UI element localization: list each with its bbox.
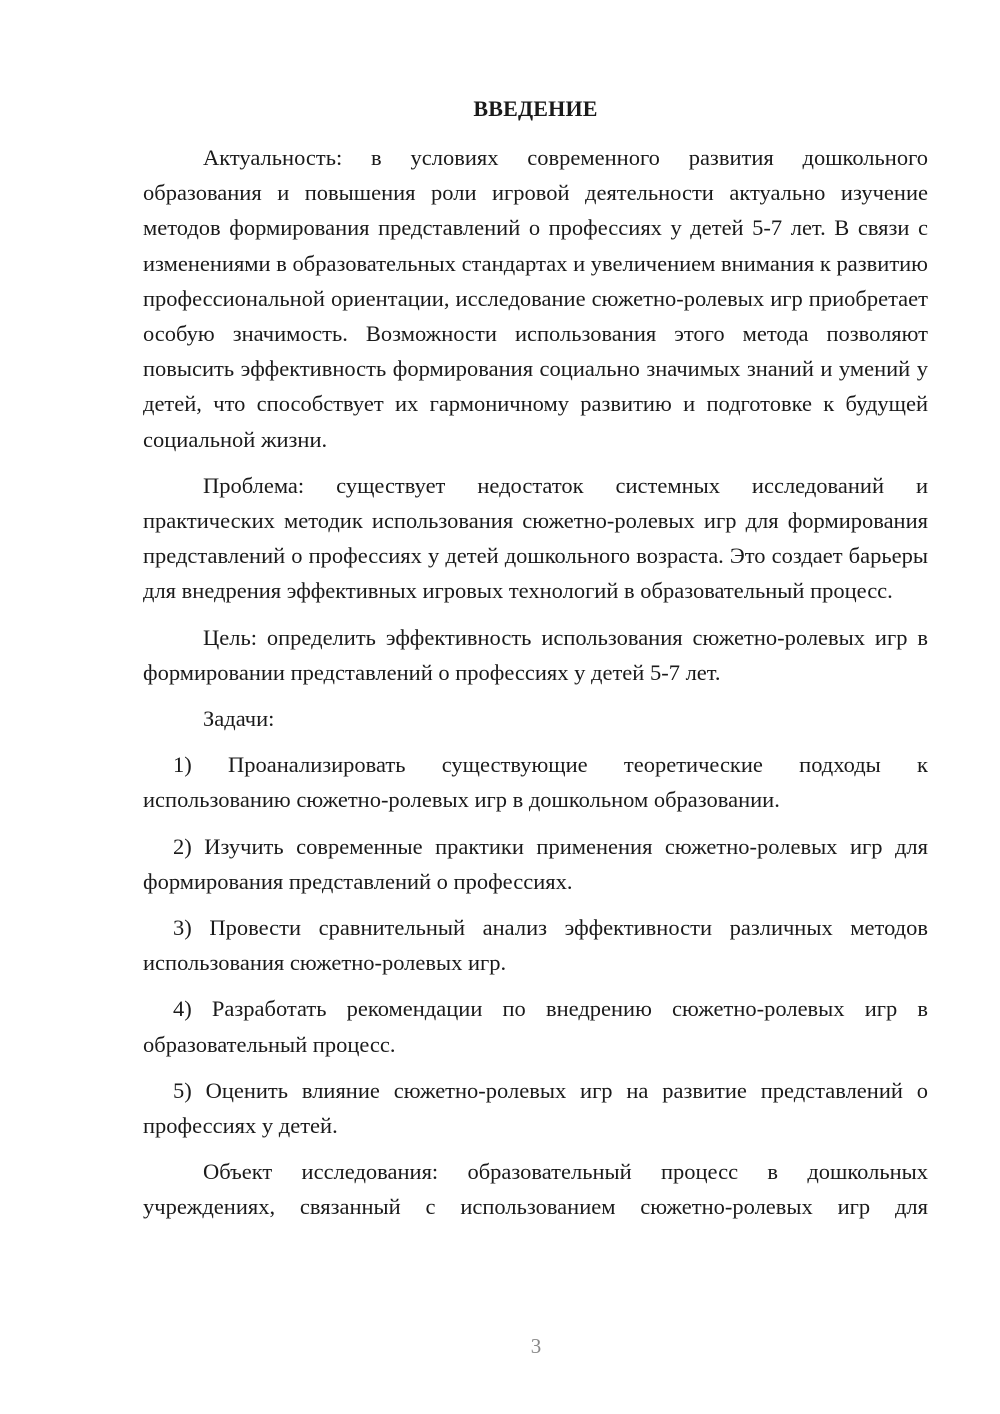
task-item-1: 1) Проанализировать существующие теоретические подходы к использованию сюжетно-ролевых игр в дошкольном образовании. [143,752,928,813]
task-item-3: 3) Провести сравнительный анализ эффективности различных методов использования сюжетно-ролевых игр. [143,915,928,976]
problem-paragraph: Проблема: существует недостаток системных исследований и практических методик использования сюжетно-ролевых игр для формирования представлений о профессиях у детей дошкольного возраста. Это создает барьеры для внедрения эффективных игровых технологий в образовательный процесс. [143,472,928,604]
relevance-paragraph: Актуальность: в условиях современного развития дошкольного образования и повышения роли игровой деятельности актуально изучение методов формирования представлений о профессиях у детей 5-7 лет. В связи с изменениями в образовательных стандартах и увеличением внимания к развитию профессиональной ориентации, исследование сюжетно-ролевых игр приобретает особую значимость. Возможности использования этого метода позволяют повысить эффективность формирования социально значимых знаний и умений у детей, что способствует их гармоничному развитию и подготовке к будущей социальной жизни. [143,145,928,452]
document-body [143,140,928,1236]
task-item-5: 5) Оценить влияние сюжетно-ролевых игр на развитие представлений о профессиях у детей. [143,1077,928,1139]
page-number: 3 [530,1334,542,1358]
task-item-2: 2) Изучить современные практики применения сюжетно-ролевых игр для формирования представлений о профессиях. [143,833,928,894]
tasks-label: Задачи: [203,706,275,732]
goal-paragraph: Цель: определить эффективность использования сюжетно-ролевых игр в формировании представлений о профессиях у детей 5-7 лет. [143,624,928,685]
task-item-4: 4) Разработать рекомендации по внедрению сюжетно-ролевых игр в образовательный процесс. [143,996,928,1057]
section-heading: ВВЕДЕНИЕ [473,96,598,121]
object-paragraph: Объект исследования: образовательный процесс в дошкольных учреждениях, связанный с использованием сюжетно-ролевых игр для [143,1159,928,1220]
